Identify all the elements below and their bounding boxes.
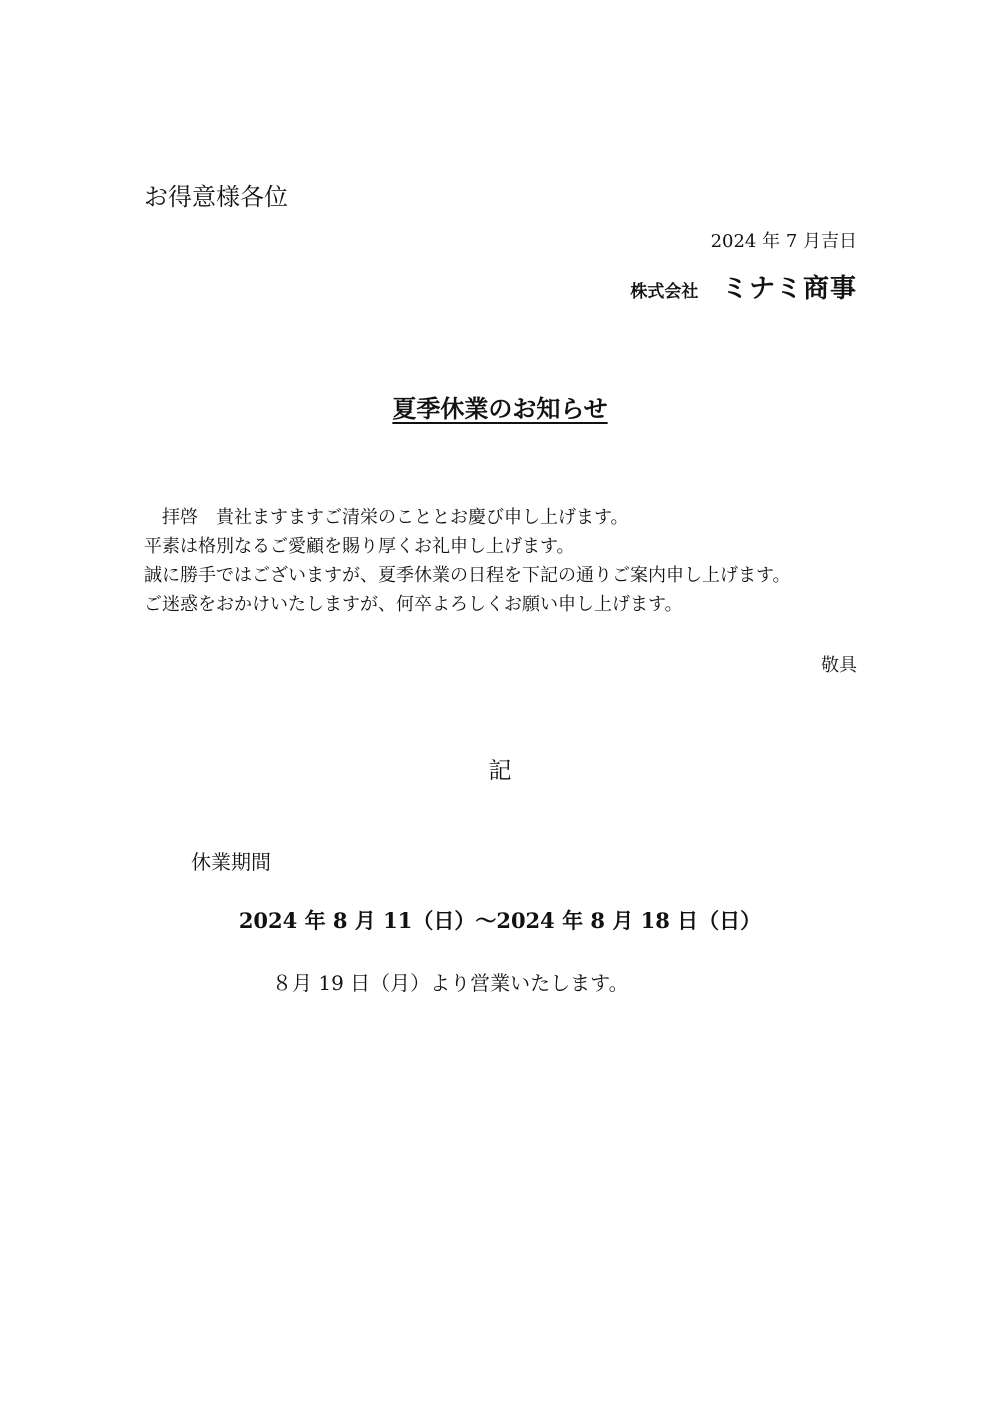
resume-note: ８月 19 日（月）より営業いたします。 — [272, 971, 629, 995]
period-label: 休業期間 — [191, 850, 271, 874]
ki-heading: 記 — [488, 758, 512, 784]
sender — [630, 272, 857, 309]
sender-company-type: 株式会社 — [630, 282, 699, 302]
notice-title-container — [0, 392, 1000, 426]
period-dates: 2024 年 8 月 11（日）～2024 年 8 月 18 日（日） — [238, 908, 762, 933]
letter-date: 2024 年 7 月吉日 — [710, 231, 857, 252]
body-line-greeting: 拝啓 貴社ますますご清栄のこととお慶び申し上げます。 — [162, 507, 629, 528]
body-line-thanks: 平素は格別なるご愛顧を賜り厚くお礼申し上げます。 — [144, 536, 575, 557]
body-line-announcement: 誠に勝手ではございますが、夏季休業の日程を下記の通りご案内申し上げます。 — [144, 565, 791, 586]
notice-title: 夏季休業のお知らせ — [392, 394, 608, 423]
sender-company-name: ミナミ商事 — [721, 274, 857, 304]
body-text — [144, 503, 791, 619]
body-line-apology: ご迷惑をおかけいたしますが、何卒よろしくお願い申し上げます。 — [144, 594, 683, 615]
closing-phrase: 敬具 — [821, 655, 857, 676]
addressee: お得意様各位 — [144, 183, 288, 211]
